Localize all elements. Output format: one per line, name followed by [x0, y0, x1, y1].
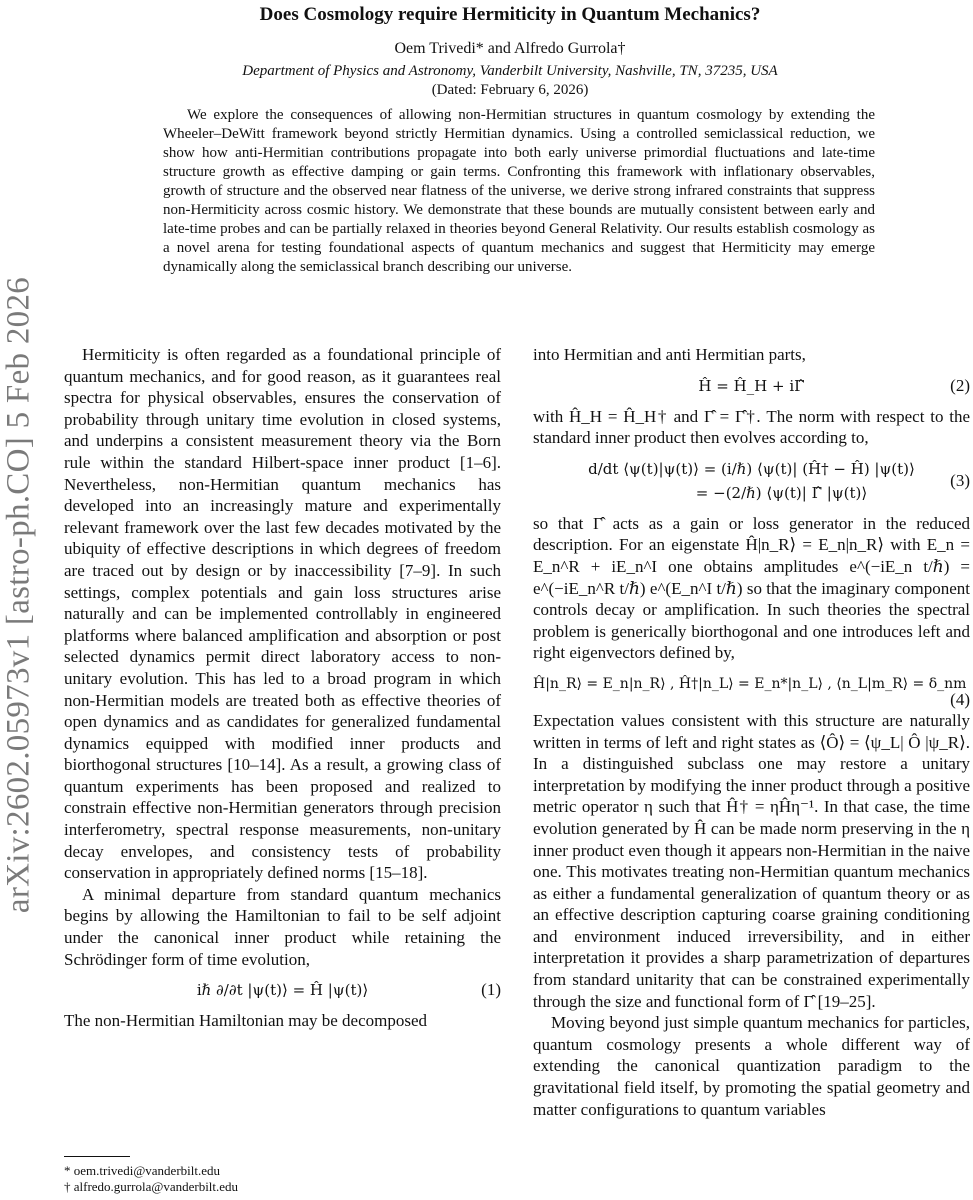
footnote-rule [64, 1156, 130, 1157]
abstract: We explore the consequences of allowing non-Hermitian structures in quantum cosmology by extending the Wheeler–DeWitt framework beyond strictly Hermitian dynamics. Using a controlled semiclassical reduction, we show how anti-Hermitian contributions propagate into both early universe primordial fluctuations and late-time structure growth as effective damping or gain terms. Confronting this framework with inflationary observables, growth of structure and the observed near flatness of the universe, we derive strong infrared constraints that suppress non-Hermiticity across cosmic history. We demonstrate that these bounds are mutually consistent between early and late-time probes and can be partially relaxed in theories beyond General Relativity. Our results establish cosmology as a novel arena for testing foundational aspects of quantum mechanics and suggest that Hermiticity may emerge dynamically along the semiclassical branch describing our universe. [163, 107, 875, 275]
footnote-email-1: * oem.trivedi@vanderbilt.edu [64, 1163, 221, 1178]
paper-date: (Dated: February 6, 2026) [431, 82, 589, 98]
right-paragraph-2: with Ĥ_H = Ĥ_H† and Γ̂ = Γ̂†. The norm with respect to the standard inner product then evolves according to, [533, 406, 970, 448]
right-column [533, 344, 970, 1120]
equation-3-line-1: d/dt ⟨ψ(t)|ψ(t)⟩ = (i/ℏ) ⟨ψ(t)| (Ĥ† − Ĥ) |ψ(t)⟩ [588, 459, 915, 478]
paper-title: Does Cosmology require Hermiticity in Quantum Mechanics? [259, 4, 761, 25]
equation-2-body: Ĥ = Ĥ_H + iΓ̂ [698, 376, 805, 395]
paper-affiliation: Department of Physics and Astronomy, Vanderbilt University, Nashville, TN, 37235, USA [242, 63, 778, 79]
paper-authors: Oem Trivedi* and Alfredo Gurrola† [394, 40, 626, 57]
intro-paragraph-1: Hermiticity is often regarded as a foundational principle of quantum mechanics, and for good reason, as it guarantees real spectra for physical observables, ensures the conservation of probability through unitary time evolution in closed systems, and underpins a consistent measurement theory via the Born rule within the standard Hilbert-space inner product [1–6]. Nevertheless, non-Hermitian quantum mechanics has developed into an increasingly mature and experimentally relevant framework over the last few decades motivated by the ubiquity of effective descriptions in which degrees of freedom are traced out by design or by inaccessibility [7–9]. In such settings, complex potentials and gain loss structures arise naturally and can be implemented controllably in engineered platforms where balanced amplification and absorption or post selected dynamics permit direct laboratory access to non-unitary evolution. This has led to a broad program in which non-Hermitian models are treated both as effective theories of open dynamics and as candidates for generalized fundamental dynamics equipped with modified inner products and biorthogonal structures [10–14]. As a result, a growing class of quantum experiments has been proposed and realized to constrain effective non-Hermitian generators through precision interferometry, spectral response measurements, non-unitary decay envelopes, and consistency tests of probability conservation in appropriately defined norms [15–18]. [64, 345, 501, 883]
equation-4 [533, 672, 970, 709]
right-paragraph-3: so that Γ̂ acts as a gain or loss generator in the reduced description. For an eigenstate Ĥ|n_R⟩ = E_n|n_R⟩ with E_n = E_n^R + iE_n^I one obtains amplitudes e^(−iE_n t/ℏ) = e^(−iE_n^R t/ℏ) e^(E_n^I t/ℏ) so that the imaginary component controls decay or amplification. In such theories the spectral problem is generically biorthogonal and one introduces left and right eigenvectors defined by, [533, 513, 970, 663]
equation-1-body: iℏ ∂/∂t |ψ(t)⟩ = Ĥ |ψ(t)⟩ [196, 981, 369, 1000]
arxiv-sidebar-stamp [0, 250, 37, 940]
equation-3 [533, 457, 970, 505]
right-paragraph-5: Moving beyond just simple quantum mechanics for particles, quantum cosmology presents a whole different way of extending the canonical quantization paradigm to the gravitational field itself, by promoting the spatial geometry and matter configurations to quantum variables [533, 1013, 970, 1119]
right-paragraph-1: into Hermitian and anti Hermitian parts, [533, 345, 806, 364]
right-paragraph-4: Expectation values consistent with this structure are naturally written in terms of left and right states as ⟨Ô⟩ = ⟨ψ_L| Ô |ψ_R⟩. In a distinguished subclass one may restore a unitary interpretation by modifying the inner product through a positive metric operator η such that Ĥ† = ηĤη⁻¹. In that case, the time evolution generated by Ĥ can be made norm preserving in the η inner product even though it appears non-Hermitian in the naive one. This motivates treating non-Hermitian quantum mechanics as either a fundamental generalization of quantum theory or as an effective description capturing coarse graining conditioning and environment induced irreversibility, and in either interpretation it provides a sharp parametrization of departures from standard unitarity that can be constrained experimentally through the size and functional form of Γ̂ [19–25]. [533, 710, 970, 1011]
footnote-email-2: † alfredo.gurrola@vanderbilt.edu [64, 1179, 239, 1194]
equation-4-number: (4) [950, 689, 970, 709]
equation-3-line-2: = −(2/ℏ) ⟨ψ(t)| Γ̂ |ψ(t)⟩ [695, 483, 868, 502]
equation-1 [64, 978, 501, 1002]
arxiv-identifier: arXiv:2602.05973v1 [astro-ph.CO] 5 Feb 2026 [0, 276, 37, 914]
equation-2-number: (2) [950, 375, 970, 395]
equation-1-number: (1) [481, 980, 501, 1000]
equation-4-body: Ĥ|n_R⟩ = E_n|n_R⟩ , Ĥ†|n_L⟩ = E_n*|n_L⟩ , ⟨n_L|m_R⟩ = δ_nm [533, 675, 967, 692]
equation-3-number: (3) [950, 470, 970, 490]
intro-paragraph-2: A minimal departure from standard quantum mechanics begins by allowing the Hamiltonian to fail to be self adjoint under the canonical inner product while retaining the Schrödinger form of time evolution, [64, 884, 501, 969]
equation-2 [533, 374, 970, 398]
left-column [64, 344, 501, 1032]
intro-paragraph-3: The non-Hermitian Hamiltonian may be decomposed [64, 1011, 428, 1031]
